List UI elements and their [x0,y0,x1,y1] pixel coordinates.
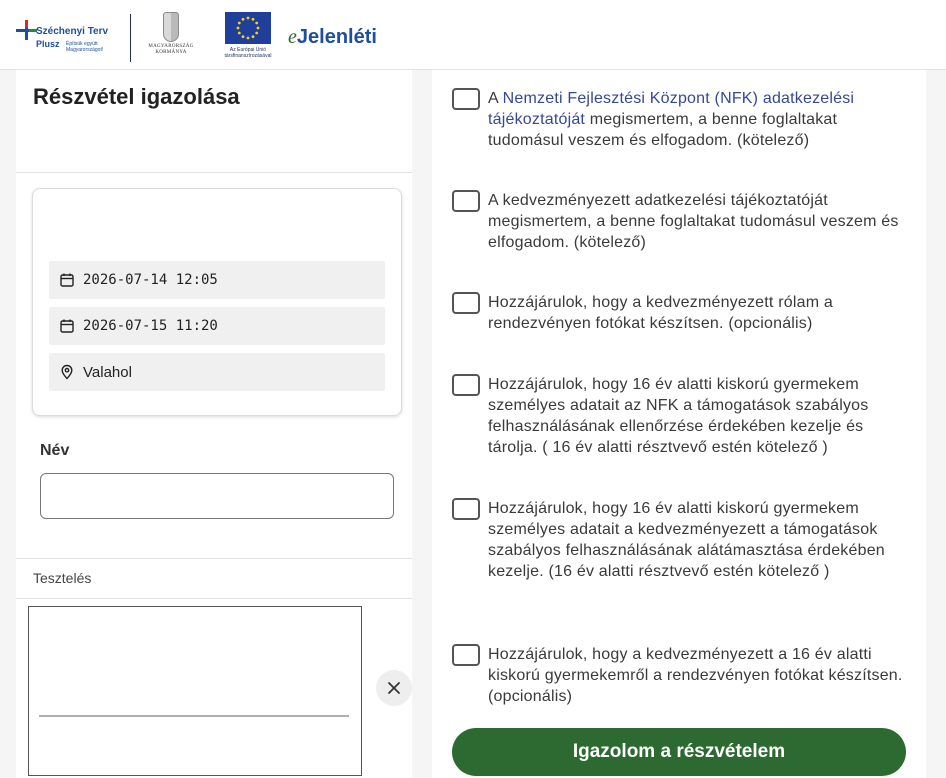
szechenyi-terv-logo [14,18,120,60]
app-header [0,0,946,70]
consent-text: A kedvezményezett adatkezelési tájékoztatóját megismertem, a benne foglaltakat tudomásul veszem és elfogadom. (kötelező) [488,192,899,251]
hungary-government-logo [140,12,202,64]
eu-logo [216,12,280,64]
consent-checkbox[interactable] [452,88,480,110]
event-card [32,188,402,416]
consent-checkbox[interactable] [452,498,480,520]
signature-divider [16,598,412,599]
name-input[interactable] [40,473,394,519]
event-location-row [49,353,385,391]
hungary-gov-line1: MAGYARORSZÁG [148,44,194,49]
consent-checkbox[interactable] [452,374,480,396]
map-pin-icon [59,364,75,380]
header-separator [130,14,131,62]
clear-signature-button[interactable] [376,670,412,706]
consent-item-minor-nfk [452,374,912,458]
szechenyi-plus: Plusz [36,39,60,49]
title-divider [16,172,412,173]
page-title: Részvétel igazolása [33,84,240,109]
consent-checkbox[interactable] [452,292,480,314]
signature-pad[interactable] [28,606,362,776]
consent-checkbox[interactable] [452,644,480,666]
ejelenleti-prefix: e [288,26,297,48]
calendar-icon [59,272,75,288]
szechenyi-cross-icon [16,20,36,40]
signature-label: Tesztelés [33,570,92,586]
consent-text: Hozzájárulok, hogy 16 év alatti kiskorú gyermekem személyes adatait az NFK a támogatások szabályos felhasználásának ellenőrzése érdekében kezelje és tárolja. ( 16 év alatti résztvevő estén kötelező ) [488,376,869,456]
close-icon [387,681,401,695]
signature-baseline [39,715,349,717]
ejelenleti-name: Jelenléti [296,26,377,48]
nfk-privacy-link[interactable]: Nemzeti Fejlesztési Központ (NFK) adatkezelési tájékoztatóját [488,90,855,128]
consent-item-beneficiary-privacy [452,190,912,253]
eu-line1: Az Európai Unió [229,47,267,53]
hungary-gov-line2: KORMÁNYA [155,50,187,55]
name-label: Név [40,442,70,459]
consent-text: Hozzájárulok, hogy 16 év alatti kiskorú gyermekem személyes adatait a kedvezményezett a támogatások szabályos felhasználásának alátámasztása érdekében kezelje. (16 év alatti résztvevő estén kötelező ) [488,500,885,580]
eu-line2: társfinanszírozásával [224,53,272,59]
szechenyi-title: Széchenyi Terv [36,26,109,37]
consent-text: Hozzájárulok, hogy a kedvezményezett rólam a rendezvényen fotókat készítsen. (opcionális) [488,294,833,332]
consent-checkbox[interactable] [452,190,480,212]
consent-item-minor-photo [452,644,912,707]
hungary-crest-icon [163,12,179,42]
event-panel [16,70,412,778]
name-divider [16,558,412,559]
event-end: 2026-07-15 11:20 [83,318,218,334]
consent-item-nfk-privacy [452,88,912,151]
event-end-row [49,307,385,345]
consent-item-photo [452,292,912,334]
event-location: Valahol [83,363,132,381]
ejelenleti-logo [288,26,377,49]
consent-panel [432,70,926,778]
consent-text [488,88,912,151]
eu-flag-icon [225,12,271,44]
event-start-row [49,261,385,299]
consent-item-minor-beneficiary [452,498,912,582]
consent-suffix: megismertem, a benne foglaltakat tudomásul veszem és elfogadom. (kötelező) [488,111,838,149]
consent-prefix: A [488,90,503,107]
szechenyi-subtitle: Építsük együtt Magyarországot! [66,41,104,53]
event-start: 2026-07-14 12:05 [83,272,218,288]
submit-attendance-button[interactable]: Igazolom a részvételem [452,728,906,776]
calendar-icon [59,318,75,334]
consent-text: Hozzájárulok, hogy a kedvezményezett a 16 év alatti kiskorú gyermekemről a rendezvényen fotókat készítsen. (opcionális) [488,646,903,705]
